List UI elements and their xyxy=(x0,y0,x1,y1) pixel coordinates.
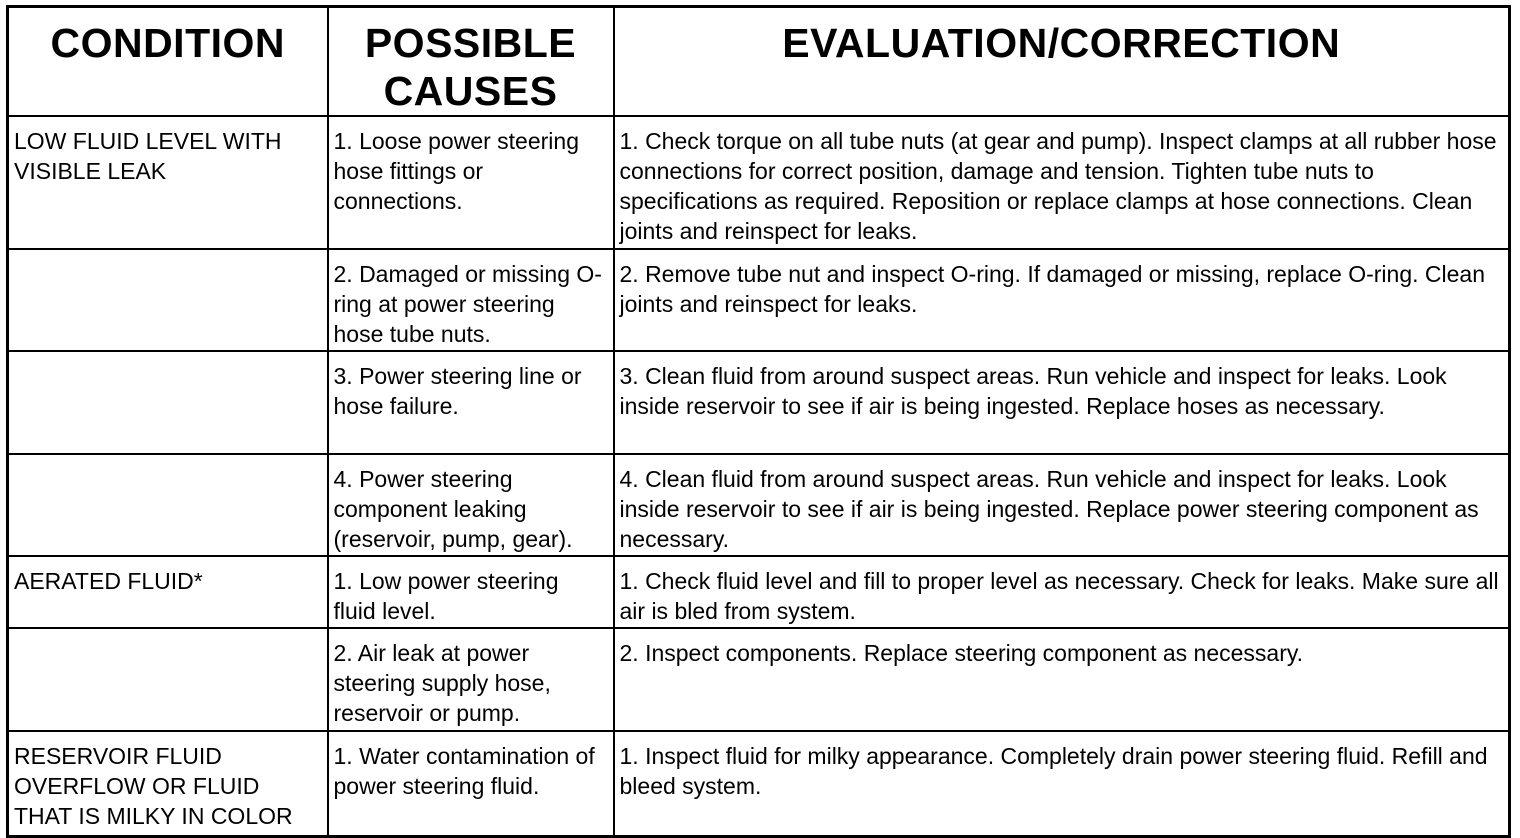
cause-cell: 2. Damaged or missing O-ring at power steering hose tube nuts. xyxy=(328,249,614,351)
table-row xyxy=(8,249,1510,351)
diagnosis-table xyxy=(6,5,1511,838)
header-condition-label: CONDITION xyxy=(50,20,286,66)
correction-cell: 1. Inspect fluid for milky appearance. Completely drain power steering fluid. Refill and bleed system. xyxy=(614,731,1510,836)
correction-cell: 2. Inspect components. Replace steering component as necessary. xyxy=(614,628,1510,731)
table-row xyxy=(8,556,1510,628)
cause-cell: 1. Loose power steering hose fittings or connections. xyxy=(328,116,614,249)
correction-cell: 3. Clean fluid from around suspect areas. Run vehicle and inspect for leaks. Look inside reservoir to see if air is being ingested. Replace hoses as necessary. xyxy=(614,351,1510,454)
cause-cell: 2. Air leak at power steering supply hose, reservoir or pump. xyxy=(328,628,614,731)
header-evaluation-correction xyxy=(614,7,1510,117)
condition-cell: RESERVOIR FLUID OVERFLOW OR FLUID THAT IS MILKY IN COLOR xyxy=(8,731,328,836)
cause-cell: 3. Power steering line or hose failure. xyxy=(328,351,614,454)
condition-cell: AERATED FLUID* xyxy=(8,556,328,628)
condition-cell: LOW FLUID LEVEL WITH VISIBLE LEAK xyxy=(8,116,328,249)
header-correction-label: EVALUATION/CORRECTION xyxy=(782,20,1341,66)
header-possible-causes xyxy=(328,7,614,117)
header-condition xyxy=(8,7,328,117)
table-row xyxy=(8,628,1510,731)
correction-cell: 1. Check torque on all tube nuts (at gear and pump). Inspect clamps at all rubber hose connections for correct position, damage and tension. Tighten tube nuts to specifications as required. Reposition or replace clamps at hose connections. Clean joints and reinspect for leaks. xyxy=(614,116,1510,249)
table-row xyxy=(8,116,1510,249)
correction-cell: 2. Remove tube nut and inspect O-ring. If damaged or missing, replace O-ring. Clean joints and reinspect for leaks. xyxy=(614,249,1510,351)
condition-cell xyxy=(8,249,328,351)
condition-cell xyxy=(8,628,328,731)
correction-cell: 1. Check fluid level and fill to proper level as necessary. Check for leaks. Make sure all air is bled from system. xyxy=(614,556,1510,628)
cause-cell: 1. Water contamination of power steering fluid. xyxy=(328,731,614,836)
table-header-row xyxy=(8,7,1510,117)
cause-cell: 1. Low power steering fluid level. xyxy=(328,556,614,628)
header-causes-line1: POSSIBLE xyxy=(364,20,577,66)
correction-cell: 4. Clean fluid from around suspect areas. Run vehicle and inspect for leaks. Look inside reservoir to see if air is being ingested. Replace power steering component as necessary. xyxy=(614,454,1510,556)
table-row xyxy=(8,351,1510,454)
header-causes-line2: CAUSES xyxy=(383,68,558,114)
condition-cell xyxy=(8,454,328,556)
table-row xyxy=(8,731,1510,836)
table-row xyxy=(8,454,1510,556)
cause-cell: 4. Power steering component leaking (reservoir, pump, gear). xyxy=(328,454,614,556)
condition-cell xyxy=(8,351,328,454)
